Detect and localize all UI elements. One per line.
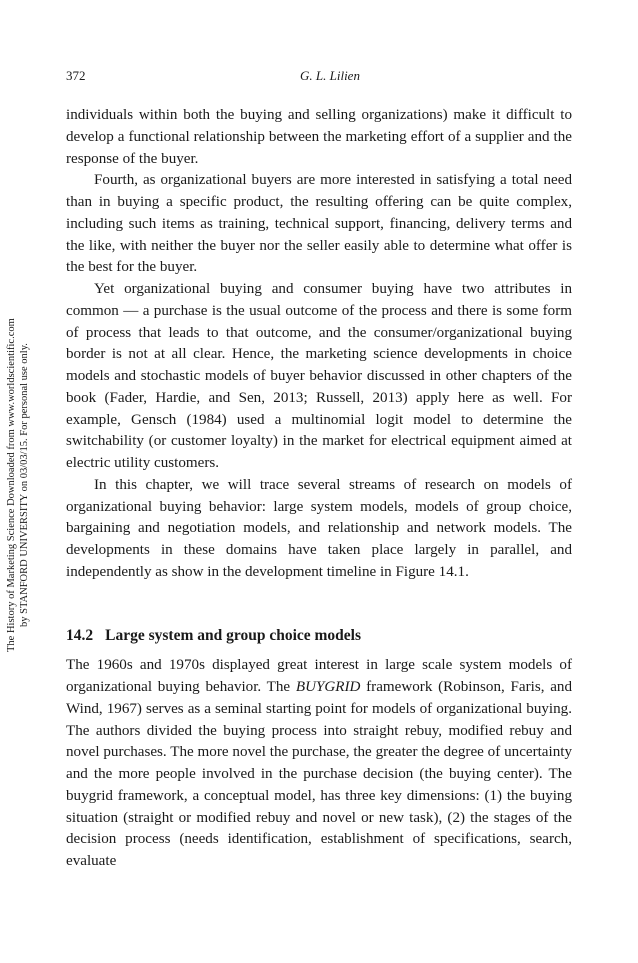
- paragraph-text-part-2: framework (Robinson, Faris, and Wind, 1967) serves as a seminal starting point for models of organizational buying. The authors divided the buying process into straight rebuy, modified rebuy and novel purchases. The more novel the purchase, the greater the degree of uncertainty and the more people involved in the purchase decision (the buying center). The buygrid framework, a conceptual model, has three key dimensions: (1) the buying situation (straight or modified rebuy and novel or new task), (2) the stages of the decision process (needs identification, establishment of specifications, search, evaluate: [66, 679, 572, 869]
- paragraph-large-system-models: [66, 655, 572, 873]
- page-number: 372: [66, 68, 86, 83]
- section-heading: [66, 625, 572, 647]
- paragraph-common-attributes: Yet organizational buying and consumer buying have two attributes in common — a purchase is the usual outcome of the process and there is some form of process that leads to that outcome, and the consumer/organizational buying border is not at all clear. Hence, the marketing science developments in choice models and stochastic models of buyer behavior discussed in other chapters of the book (Fader, Hardie, and Sen, 2013; Russell, 2013) apply here as well. For example, Gensch (1984) used a multinomial logit model to determine the switchability (or customer loyalty) in the market for electrical equipment aimed at electric utility customers.: [66, 281, 572, 471]
- page-body: [66, 105, 572, 873]
- buygrid-term: BUYGRID: [295, 679, 361, 695]
- paragraph-text-part-1: The 1960s and 1970s displayed great interest in large scale system models of organizational buying behavior. The: [66, 657, 572, 695]
- running-head: G. L. Lilien: [300, 68, 360, 83]
- section-number: 14.2: [66, 626, 94, 644]
- section-title: Large system and group choice models: [105, 626, 362, 644]
- watermark-line-1: The History of Marketing Science Downloaded from www.worldscientific.com: [6, 318, 17, 652]
- watermark-line-2: by STANFORD UNIVERSITY on 03/03/15. For personal use only.: [19, 343, 30, 627]
- paragraph-fourth: Fourth, as organizational buyers are more interested in satisfying a total need than in buying a specific product, the resulting offering can be quite complex, including such items as training, technical support, financing, delivery terms and the like, with neither the buyer nor the seller easily able to determine what offer is the best for the buyer.: [66, 172, 572, 276]
- paragraph-continued: individuals within both the buying and selling organizations) make it difficult to develop a functional relationship between the marketing effort of a supplier and the response of the buyer.: [66, 107, 572, 167]
- paragraph-chapter-overview: In this chapter, we will trace several streams of research on models of organizational buying behavior: large system models, models of group choice, bargaining and negotiation models, and relationship and network models. The developments in these domains have taken place largely in parallel, and independently as show in the development timeline in Figure 14.1.: [66, 476, 572, 580]
- download-watermark: [5, 285, 31, 685]
